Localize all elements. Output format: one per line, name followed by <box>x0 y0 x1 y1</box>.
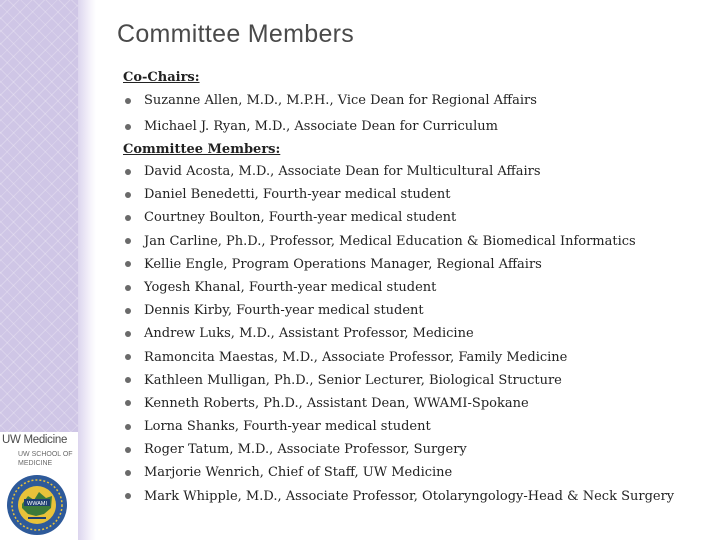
page-title: Committee Members <box>117 20 355 48</box>
member-entry: Daniel Benedetti, Fourth-year medical student <box>144 187 451 203</box>
list-item <box>123 276 713 299</box>
list-item <box>123 485 713 508</box>
members-heading: Committee Members: <box>123 142 281 157</box>
list-item <box>123 299 713 322</box>
member-entry: David Acosta, M.D., Associate Dean for Multicultural Affairs <box>144 164 541 179</box>
bullet-icon <box>125 377 131 383</box>
list-item <box>123 114 713 140</box>
list-item <box>123 230 713 253</box>
bullet-icon <box>125 308 131 314</box>
list-item <box>123 253 713 276</box>
member-entry: Roger Tatum, M.D., Associate Professor, Surgery <box>144 442 467 458</box>
bullet-icon <box>125 493 131 499</box>
list-item <box>123 392 713 415</box>
co-chair-entry: Suzanne Allen, M.D., M.P.H., Vice Dean for Regional Affairs <box>144 93 537 108</box>
member-entry: Jan Carline, Ph.D., Professor, Medical Education & Biomedical Informatics <box>144 233 636 249</box>
co-chairs-heading: Co-Chairs: <box>123 70 200 85</box>
bullet-icon <box>125 192 131 198</box>
list-item <box>123 438 713 461</box>
member-entry: Kenneth Roberts, Ph.D., Assistant Dean, WWAMI-Spokane <box>144 395 529 411</box>
list-item <box>123 415 713 438</box>
list-item <box>123 88 713 114</box>
sidebar-fade <box>78 0 96 540</box>
member-entry: Kathleen Mulligan, Ph.D., Senior Lecturer, Biological Structure <box>144 372 562 388</box>
bullet-icon <box>125 261 131 267</box>
committee-list <box>123 68 713 508</box>
member-entry: Courtney Boulton, Fourth-year medical student <box>144 210 457 226</box>
list-item <box>123 369 713 392</box>
bullet-icon <box>125 238 131 244</box>
bullet-icon <box>125 215 131 221</box>
member-entry: Lorna Shanks, Fourth-year medical student <box>144 419 431 435</box>
wwami-seal-icon <box>6 474 68 536</box>
member-entry: Mark Whipple, M.D., Associate Professor, Otolaryngology-Head & Neck Surgery <box>144 488 675 504</box>
bullet-icon <box>125 169 131 175</box>
bullet-icon <box>125 98 131 104</box>
bullet-icon <box>125 124 131 130</box>
list-item <box>123 322 713 345</box>
member-entry: Ramoncita Maestas, M.D., Associate Professor, Family Medicine <box>144 349 568 365</box>
member-entry: Andrew Luks, M.D., Assistant Professor, Medicine <box>144 326 474 342</box>
uw-school-of-medicine-logo-text: UW SCHOOL OF MEDICINE <box>18 451 73 467</box>
member-entry: Dennis Kirby, Fourth-year medical student <box>144 303 424 319</box>
member-entry: Marjorie Wenrich, Chief of Staff, UW Medicine <box>144 465 453 481</box>
list-item <box>123 183 713 206</box>
bullet-icon <box>125 424 131 430</box>
member-entry: Kellie Engle, Program Operations Manager, Regional Affairs <box>144 256 542 272</box>
list-item <box>123 160 713 183</box>
uw-medicine-logo: UW Medicine <box>2 434 68 446</box>
wwami-seal-label: WWAMI <box>27 501 47 507</box>
co-chair-entry: Michael J. Ryan, M.D., Associate Dean for Curriculum <box>144 119 498 134</box>
list-item <box>123 346 713 369</box>
list-item <box>123 461 713 484</box>
bullet-icon <box>125 354 131 360</box>
bullet-icon <box>125 331 131 337</box>
bullet-icon <box>125 400 131 406</box>
bullet-icon <box>125 447 131 453</box>
bullet-icon <box>125 470 131 476</box>
list-item <box>123 206 713 229</box>
bullet-icon <box>125 285 131 291</box>
member-entry: Yogesh Khanal, Fourth-year medical student <box>144 279 437 295</box>
